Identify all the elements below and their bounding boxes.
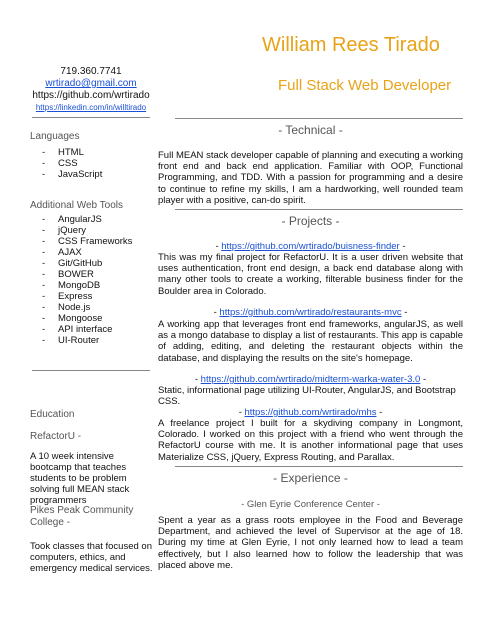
experience-divider [175, 466, 463, 467]
project-4-desc: A freelance project I built for a skydiving company in Longmont, Colorado. I worked on this project with a friend who went through the RefactorU course with me. It is another informational page that uses Materialize CSS, jQuery, Express Routing, and Parallax. [158, 418, 463, 463]
dash: - [379, 407, 383, 418]
tools-heading: Additional Web Tools [30, 200, 124, 211]
languages-list [30, 147, 155, 180]
job-title: - Glen Eyrie Conference Center - [241, 499, 380, 510]
list-item: - CSS [30, 158, 155, 169]
linkedin-link[interactable]: https://linkedin.com/in/willtirado [35, 103, 147, 112]
project-3-link[interactable]: https://github.com/wrtirado/midterm-warka-water-3.0 [200, 374, 421, 385]
list-item: - MongoDB [30, 280, 155, 291]
dash: - [404, 307, 408, 318]
list-item: - BOWER [30, 269, 155, 280]
project-2-link-row [158, 307, 463, 318]
sidebar-divider-bottom [32, 370, 150, 371]
project-3-link-row [158, 374, 463, 385]
project-1-desc: This was my final project for RefactorU. It is a user driven website that uses authentication, front end design, a back end database along with many other tools to create a working, filterable business finder for the Boulder area in Colorado. [158, 252, 463, 297]
technical-heading: - Technical - [278, 123, 343, 137]
languages-heading: Languages [30, 131, 80, 142]
job-desc: Spent a year as a grass roots employee in the Food and Beverage Department, and achieved the level of Supervisor at the age of 18. During my time at Glen Eyrie, I not only learned how to lead a team effectively, but I also learned how to follow the leadership that was placed above me. [158, 515, 463, 571]
email-link[interactable]: wrtirado@gmail.com [45, 78, 137, 89]
tools-list [30, 214, 155, 346]
project-4-link[interactable]: https://github.com/wrtirado/mhs [244, 407, 377, 418]
project-4-link-row [158, 407, 463, 418]
projects-heading: - Projects - [281, 214, 340, 228]
dash: - [422, 374, 427, 385]
list-item: - CSS Frameworks [30, 236, 155, 247]
list-item: - AJAX [30, 247, 155, 258]
technical-summary: Full MEAN stack developer capable of planning and executing a working front end and back end application. Familiar with OOP, Functional Programming, and TDD. With a passion for programming and a desire to continue to refine my skills, I am a hardworking, well rounded team player with a positive, can-do spirit. [158, 150, 463, 206]
list-item: - UI-Router [30, 335, 155, 346]
github-url: https://github.com/wrtirado [32, 90, 150, 101]
projects-divider [175, 209, 463, 210]
list-item: - JavaScript [30, 169, 155, 180]
project-2-link[interactable]: https://github.com/wrtirado/restaurants-mvc [219, 307, 402, 318]
project-1-link-row [158, 241, 463, 252]
list-item: - Git/GitHub [30, 258, 155, 269]
school-refactoru-desc: A 10 week intensive bootcamp that teaches students to be problem solving full MEAN stack programmers [30, 451, 130, 506]
list-item: - HTML [30, 147, 155, 158]
school-ppcc-desc: Took classes that focused on computers, ethics, and emergency medical services. [30, 541, 153, 574]
contact-block [28, 66, 154, 114]
resume-role: Full Stack Web Developer [278, 77, 452, 94]
project-2-desc: A working app that leverages front end frameworks, angularJS, as well as a mongo database to display a list of restaurants. This app is capable of adding, editing, and deleting the restaurant objects within the database, and displaying the results on the site's homepage. [158, 319, 463, 364]
sidebar-divider-top [32, 117, 150, 118]
technical-divider [175, 118, 463, 119]
dash: - [194, 374, 199, 385]
list-item: - Mongoose [30, 313, 155, 324]
project-1-link[interactable]: https://github.com/wrtirado/buisness-finder [221, 241, 400, 252]
experience-heading: - Experience - [273, 471, 348, 485]
education-heading: Education [30, 409, 75, 420]
project-3-desc: Static, informational page utilizing UI-Router, AngularJS, and Bootstrap CSS. [158, 385, 456, 408]
dash: - [213, 307, 217, 318]
list-item: - AngularJS [30, 214, 155, 225]
list-item: - Node.js [30, 302, 155, 313]
school-ppcc: Pikes Peak Community College - [30, 505, 134, 528]
phone-number: 719.360.7741 [60, 66, 122, 77]
resume-name: William Rees Tirado [262, 34, 440, 56]
dash: - [402, 241, 406, 252]
dash: - [238, 407, 242, 418]
dash: - [215, 241, 219, 252]
school-refactoru: RefactorU - [30, 431, 82, 442]
list-item: - API interface [30, 324, 155, 335]
list-item: - Express [30, 291, 155, 302]
list-item: - jQuery [30, 225, 155, 236]
